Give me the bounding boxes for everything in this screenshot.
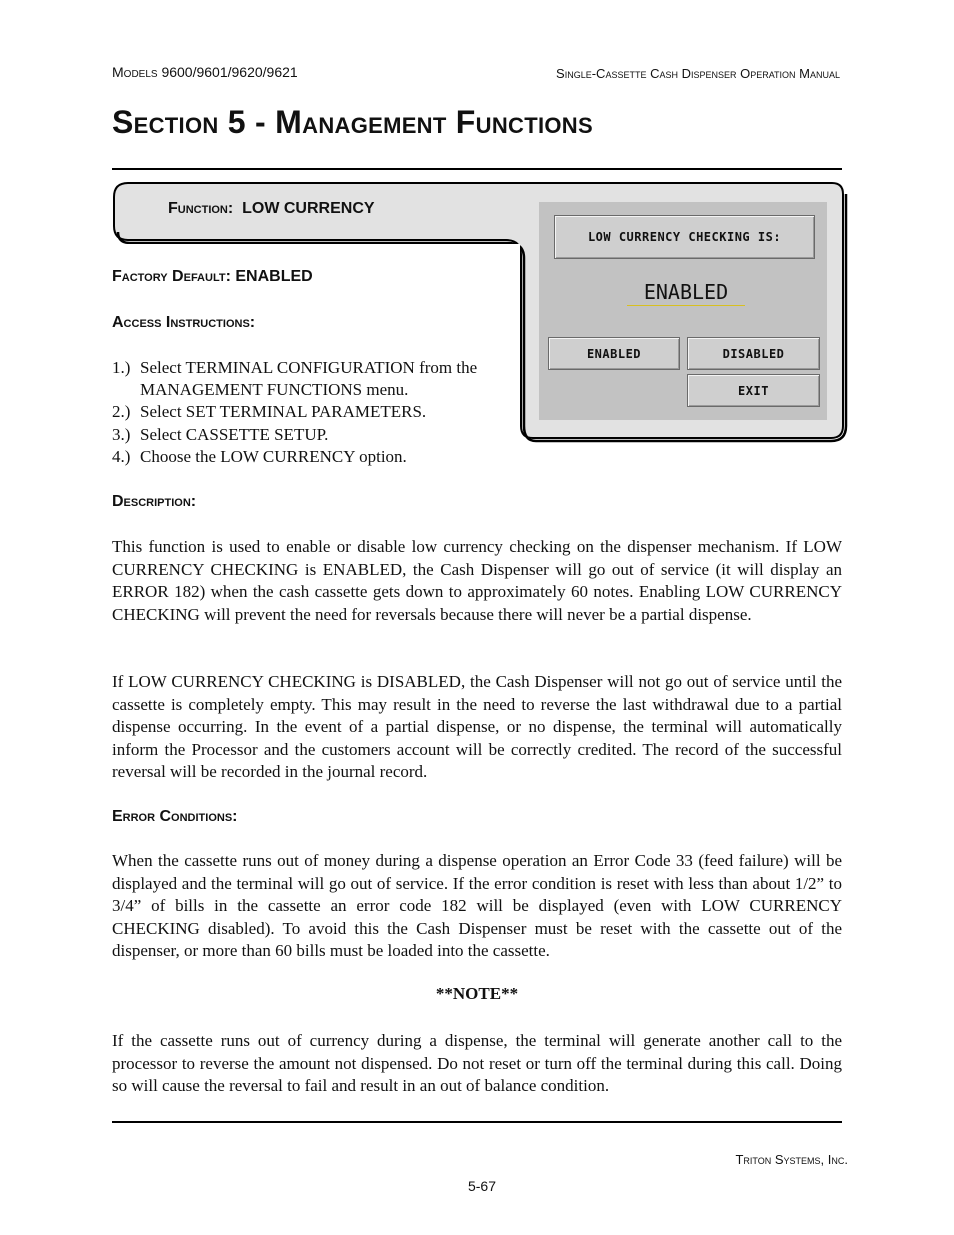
access-instructions-heading: Access Instructions: [112,314,256,331]
list-item: 2.) Select SET TERMINAL PARAMETERS. [112,402,427,421]
note-paragraph: If the cassette runs out of currency during a dispense, the terminal will generate another call to the processor to reverse the amount not dispensed. Do not reset or turn off the terminal during this call. Doing so will cause the reversal to fail and result in an out of balance condition. [112,1031,842,1095]
factory-default-value: ENABLED [235,268,313,285]
disabled-button[interactable]: DISABLED [687,337,820,370]
function-label [168,200,375,218]
list-item: 1.) Select TERMINAL CONFIGURATION from the MANAGEMENT FUNCTIONS menu. [112,358,478,399]
section-title: Section 5 - Management Functions [112,104,593,140]
screen-status-value: ENABLED [627,280,745,306]
error-conditions-paragraph: When the cassette runs out of money during a dispense operation an Error Code 33 (feed failure) will be displayed and the terminal will go out of service. If the error condition is reset with less than about 1/2” to 3/4” of bills in the cassette an error code 182 will be displayed (even with LOW CURRENCY CHECKING disabled). To avoid this the Cash Dispenser must be reset with the cassette out of the dispenser, or more than 60 bills must be loaded into the cassette. [112,851,842,960]
list-item: 3.) Select CASSETTE SETUP. [112,425,329,444]
note-title: **NOTE** [435,984,519,1003]
factory-default: Factory Default: ENABLED [112,268,313,285]
function-prefix: Function: [168,200,234,217]
footer-company: Triton Systems, Inc. [735,1152,848,1167]
description-paragraph-1: This function is used to enable or disable low currency checking on the dispenser mechanism. If LOW CURRENCY CHECKING is ENABLED, the Cash Dispenser will go out of service (it will display an ERROR 182) when the cash cassette gets down to approximately 60 notes. Enabling LOW CURRENCY CHECKING will prevent the need for reversals because there will never be a partial dispense. [112,537,842,624]
page-number: 5-67 [467,1178,497,1194]
description-paragraph-2: If LOW CURRENCY CHECKING is DISABLED, the Cash Dispenser will not go out of service until the cassette is completely empty. This may result in the need to reverse the last withdrawal due to a partial dispense occurring. In the event of a partial dispense, or no dispense, the terminal will automatically inform the Processor and the customers account will be correctly credited. The record of the successful reversal will be recorded in the journal record. [112,672,842,781]
description-heading: Description: [112,493,197,510]
list-item: 4.) Choose the LOW CURRENCY option. [112,447,407,466]
header-manual-title: Single-Cassette Cash Dispenser Operation Manual [556,66,840,81]
bottom-rule [112,1121,842,1123]
header-models: Models 9600/9601/9620/9621 [112,64,298,80]
exit-button[interactable]: EXIT [687,374,820,407]
error-conditions-heading: Error Conditions: [112,808,238,825]
function-name: LOW CURRENCY [242,200,375,217]
screen-title-box: LOW CURRENCY CHECKING IS: [554,215,815,259]
enabled-button[interactable]: ENABLED [548,337,680,370]
terminal-screen [539,202,827,420]
